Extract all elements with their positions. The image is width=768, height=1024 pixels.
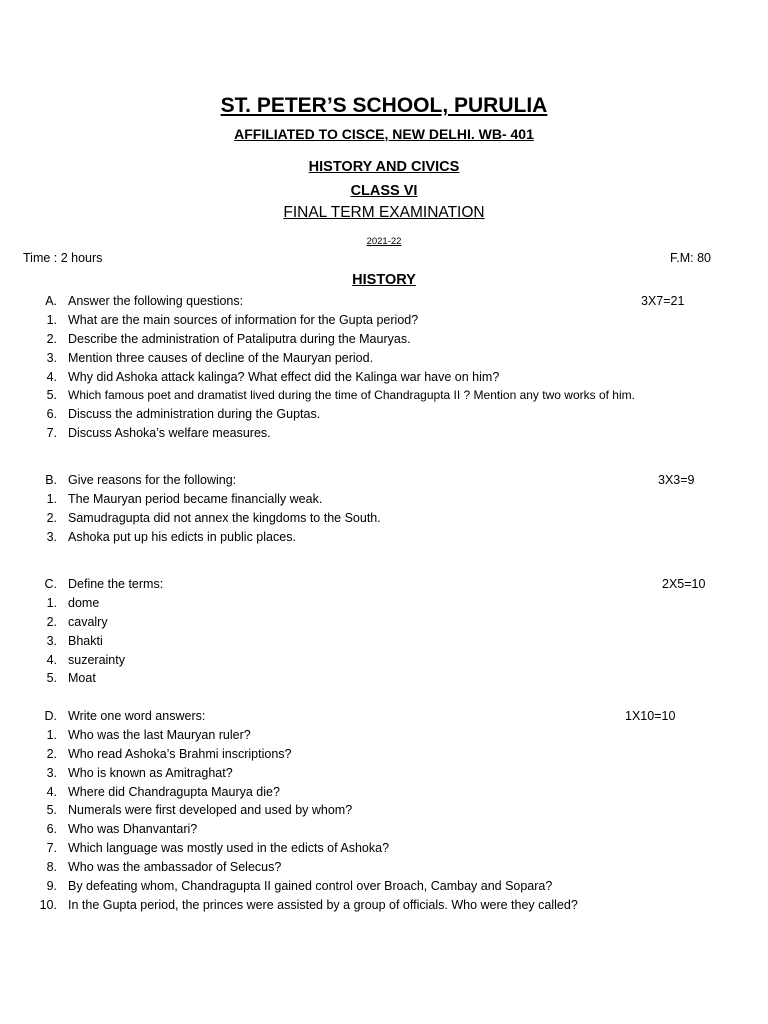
section-letter: B. (45, 473, 57, 487)
question-number: 3. (46, 529, 57, 544)
section-marks: 3X7=21 (641, 294, 685, 308)
question-text: Moat (68, 671, 96, 686)
question-row (0, 820, 768, 839)
question-row (0, 783, 768, 802)
section-instruction: Define the terms: (68, 577, 164, 591)
question-number: 7. (46, 426, 57, 441)
exam-title: FINAL TERM EXAMINATION (283, 204, 485, 221)
question-text: Who read Ashoka’s Brahmi inscriptions? (68, 746, 292, 761)
question-row (0, 632, 768, 651)
question-number: 1. (46, 491, 57, 506)
question-row (0, 896, 768, 915)
question-number: 3. (46, 765, 57, 780)
question-text: In the Gupta period, the princes were assisted by a group of officials. Who were they called? (68, 897, 578, 912)
question-row (0, 368, 768, 387)
section-letter: D. (44, 709, 57, 723)
question-text: Samudragupta did not annex the kingdoms to the South. (68, 510, 381, 525)
school-name: ST. PETER’S SCHOOL, PURULIA (220, 94, 548, 117)
question-row (0, 349, 768, 368)
question-row (0, 669, 768, 688)
full-marks: F.M: 80 (670, 251, 711, 265)
question-text: By defeating whom, Chandragupta II gained control over Broach, Cambay and Sopara? (68, 879, 553, 894)
section-letter: A. (45, 294, 57, 308)
section-d (0, 707, 768, 915)
question-number: 4. (46, 369, 57, 384)
question-text: The Mauryan period became financially weak. (68, 491, 323, 506)
section-instruction: Answer the following questions: (68, 294, 244, 308)
section-b (0, 471, 768, 547)
question-row (0, 726, 768, 745)
question-text: Describe the administration of Pataliputra during the Mauryas. (68, 331, 411, 346)
question-text: Discuss the administration during the Guptas. (68, 407, 321, 422)
question-number: 1. (46, 312, 57, 327)
question-row (0, 330, 768, 349)
question-number: 2. (46, 746, 57, 761)
question-row (0, 651, 768, 670)
question-number: 5. (46, 388, 57, 403)
question-row (0, 801, 768, 820)
question-number: 3. (46, 633, 57, 648)
question-number: 3. (46, 350, 57, 365)
question-number: 5. (46, 671, 57, 686)
section-d-heading (0, 707, 768, 726)
section-c-heading (0, 575, 768, 594)
question-number: 4. (46, 652, 57, 667)
section-a (0, 292, 768, 443)
question-text: Where did Chandragupta Maurya die? (68, 784, 280, 799)
question-text: Mention three causes of decline of the Mauryan period. (68, 350, 374, 365)
section-marks: 2X5=10 (662, 577, 706, 591)
question-number: 7. (46, 841, 57, 856)
question-number: 2. (46, 331, 57, 346)
question-text: Why did Ashoka attack kalinga? What effect did the Kalinga war have on him? (68, 369, 500, 384)
question-number: 2. (46, 510, 57, 525)
question-text: cavalry (68, 614, 108, 629)
question-number: 1. (46, 595, 57, 610)
question-text: Who was Dhanvantari? (68, 822, 198, 837)
subject-title: HISTORY AND CIVICS (308, 159, 460, 175)
question-number: 9. (46, 879, 57, 894)
exam-duration: Time : 2 hours (23, 251, 103, 265)
question-row (0, 858, 768, 877)
question-row (0, 764, 768, 783)
exam-year: 2021-22 (366, 236, 402, 247)
question-row (0, 424, 768, 443)
question-row (0, 509, 768, 528)
question-row (0, 311, 768, 330)
question-text: Who is known as Amitraghat? (68, 765, 233, 780)
class-title: CLASS VI (350, 183, 418, 199)
question-text: Which famous poet and dramatist lived during the time of Chandragupta II ? Mention any two works of him. (68, 388, 635, 403)
question-number: 8. (46, 860, 57, 875)
section-letter: C. (44, 577, 57, 591)
question-text: Who was the last Mauryan ruler? (68, 727, 251, 742)
question-text: What are the main sources of information for the Gupta period? (68, 312, 419, 327)
question-row (0, 528, 768, 547)
section-instruction: Give reasons for the following: (68, 473, 237, 487)
question-row (0, 877, 768, 896)
question-row (0, 839, 768, 858)
section-marks: 1X10=10 (625, 709, 676, 723)
question-text: Who was the ambassador of Selecus? (68, 860, 282, 875)
question-text: Discuss Ashoka’s welfare measures. (68, 426, 271, 441)
question-number: 5. (46, 803, 57, 818)
section-c (0, 575, 768, 688)
question-row (0, 594, 768, 613)
question-number: 1. (46, 727, 57, 742)
section-marks: 3X3=9 (658, 473, 695, 487)
question-text: Numerals were first developed and used by whom? (68, 803, 353, 818)
question-text: dome (68, 595, 100, 610)
question-number: 10. (39, 897, 57, 912)
section-instruction: Write one word answers: (68, 709, 206, 723)
question-text: suzerainty (68, 652, 125, 667)
section-a-heading (0, 292, 768, 311)
question-number: 6. (46, 407, 57, 422)
affiliation: AFFILIATED TO CISCE, NEW DELHI. WB- 401 (234, 126, 534, 142)
question-number: 6. (46, 822, 57, 837)
question-text: Which language was mostly used in the edicts of Ashoka? (68, 841, 390, 856)
question-row (0, 386, 768, 405)
question-number: 4. (46, 784, 57, 799)
question-row (0, 405, 768, 424)
question-row (0, 613, 768, 632)
question-text: Bhakti (68, 633, 103, 648)
question-row (0, 490, 768, 509)
question-number: 2. (46, 614, 57, 629)
question-row (0, 745, 768, 764)
section-title: HISTORY (352, 272, 416, 288)
section-b-heading (0, 471, 768, 490)
question-text: Ashoka put up his edicts in public places. (68, 529, 296, 544)
